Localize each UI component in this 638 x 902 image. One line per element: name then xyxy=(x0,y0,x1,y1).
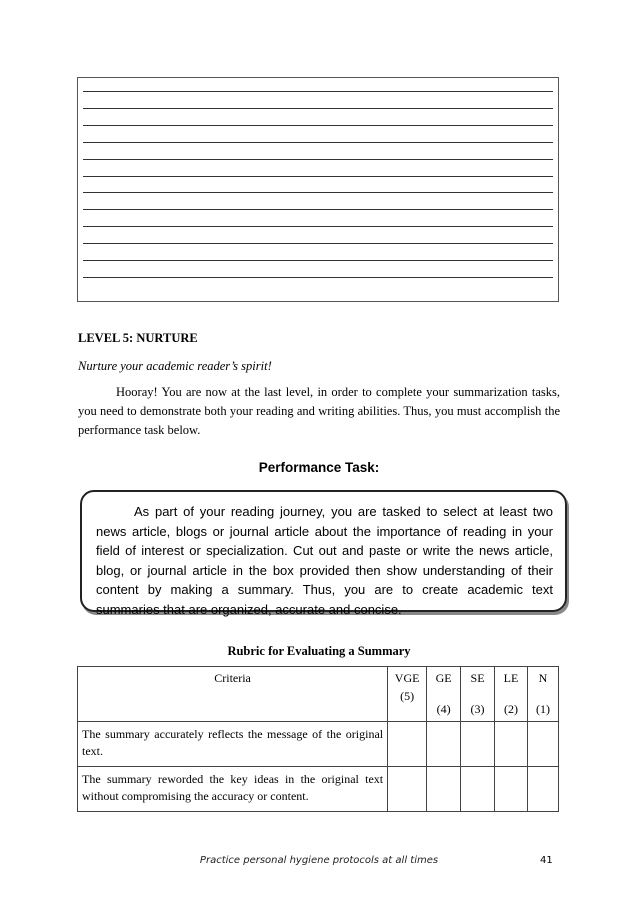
score-cell[interactable] xyxy=(495,722,528,767)
level-score: (1) xyxy=(535,702,550,716)
score-cell[interactable] xyxy=(461,722,495,767)
performance-task-heading: Performance Task: xyxy=(258,460,380,475)
writing-line xyxy=(83,108,553,109)
level-label: N xyxy=(538,671,548,685)
level-label: SE xyxy=(470,671,485,685)
writing-line xyxy=(83,159,553,160)
level-score: (4) xyxy=(436,702,451,716)
footer-text: Practice personal hygiene protocols at all times xyxy=(199,855,439,866)
level-title: LEVEL 5: NURTURE xyxy=(78,331,198,345)
writing-lines-box[interactable] xyxy=(77,77,559,302)
level-score: (2) xyxy=(503,702,518,716)
criterion-text: The summary reworded the key ideas in the original text without compromising the accuracy or content. xyxy=(78,767,388,812)
level-label: LE xyxy=(503,671,519,685)
level-header-se xyxy=(461,667,495,722)
writing-line xyxy=(83,176,553,177)
writing-line xyxy=(83,226,553,227)
performance-task-box xyxy=(80,490,567,617)
score-cell[interactable] xyxy=(527,767,558,812)
score-cell[interactable] xyxy=(427,722,461,767)
page-number: 41 xyxy=(540,855,553,866)
writing-line xyxy=(83,209,553,210)
score-cell[interactable] xyxy=(388,767,427,812)
writing-line xyxy=(83,142,553,143)
rubric-row xyxy=(78,722,559,767)
rubric-title: Rubric for Evaluating a Summary xyxy=(227,644,411,658)
score-cell[interactable] xyxy=(527,722,558,767)
writing-line xyxy=(83,260,553,261)
score-cell[interactable] xyxy=(388,722,427,767)
performance-task-text: As part of your reading journey, you are tasked to select at least two news article, blogs or journal article about the importance of reading in your field of interest or specialization. Cut out and paste or write the news article, blog, or journal article in the box provided then show understanding of their content by making a summary. Thus, you are to create academic text summaries that are organized, accurate and concise. xyxy=(96,504,553,617)
writing-line xyxy=(83,125,553,126)
writing-line xyxy=(83,192,553,193)
level-header-vge xyxy=(388,667,427,722)
level-header-n xyxy=(527,667,558,722)
score-cell[interactable] xyxy=(495,767,528,812)
rubric-table xyxy=(77,666,559,812)
criterion-text: The summary accurately reflects the message of the original text. xyxy=(78,722,388,767)
level-score: (3) xyxy=(470,702,485,716)
writing-line xyxy=(83,243,553,244)
rubric-header-row xyxy=(78,667,559,722)
level-header-ge xyxy=(427,667,461,722)
criteria-header: Criteria xyxy=(78,667,388,722)
level-subtitle: Nurture your academic reader’s spirit! xyxy=(78,359,272,373)
score-cell[interactable] xyxy=(461,767,495,812)
rubric-row xyxy=(78,767,559,812)
score-cell[interactable] xyxy=(427,767,461,812)
writing-line xyxy=(83,91,553,92)
level-score: (5) xyxy=(400,689,415,703)
level-label: GE xyxy=(435,671,452,685)
writing-line xyxy=(83,277,553,278)
level-header-le xyxy=(495,667,528,722)
intro-paragraph: Hooray! You are now at the last level, in order to complete your summarization tasks, you need to demonstrate both your reading and writing abilities. Thus, you must accomplish the performance task below. xyxy=(78,385,560,437)
level-label: VGE xyxy=(394,671,420,685)
